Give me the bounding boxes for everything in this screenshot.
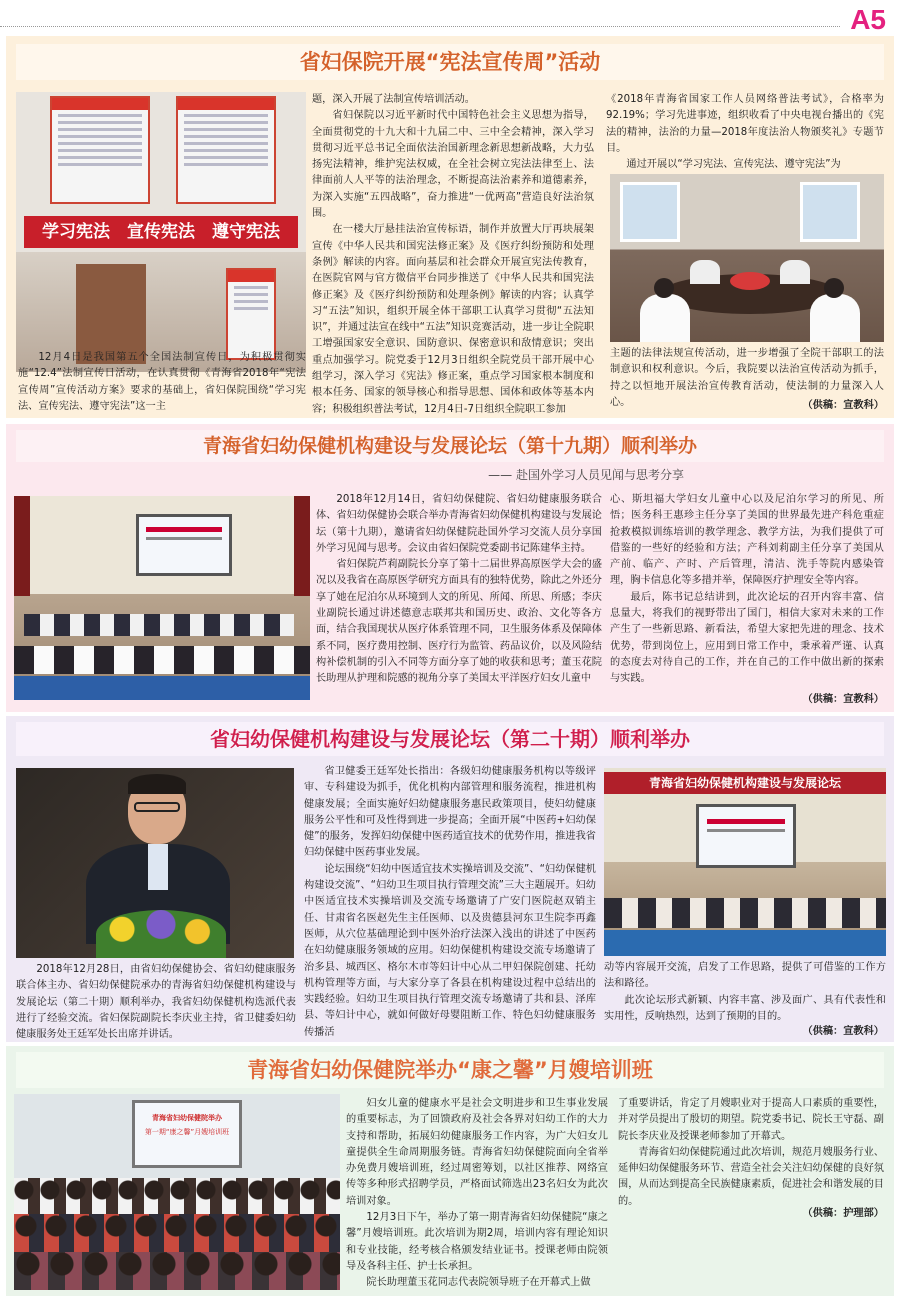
- paragraph: 动等内容展开交流，启发了工作思路，提供了可借鉴的工作方法和路径。: [604, 962, 886, 990]
- article-text-column-2: [304, 764, 596, 1040]
- group-row-back: [14, 1178, 340, 1214]
- photo-speaker: [16, 768, 294, 958]
- screen-line: 青海省妇幼保健院举办: [152, 1114, 222, 1122]
- flower-arrangement: [96, 910, 226, 958]
- speaker-shirt: [148, 844, 168, 890]
- article-maternity-training: [6, 1046, 894, 1296]
- flower-centerpiece: [730, 272, 770, 290]
- article-credit: （供稿：护理部）: [802, 1208, 884, 1219]
- article-text-column-2: [316, 492, 602, 704]
- window: [800, 182, 860, 242]
- paragraph: 论坛围绕“妇幼中医适宜技术实操培训及交流”、“妇幼保健机构建设交流”、“妇幼卫生项目执行管理交流”三大主题展开。妇幼中医适宜技术实操培训及交流专场邀请了广安门医院赵双销主任、甘肃省名医赵先生主任医师、以及贵德县河东卫生院李再鑫医师，从穴位基础理论到中医外治疗法深入浅出的讲述了中医药在妇幼健康服务领域的应用。妇幼保健机构建设交流专场邀请了治多县、城西区、格尔木市等妇计中心从二甲妇保院创建、托幼机构管理等方面，与大家分享了各县在机构建设过程中总结出的实践经验。妇幼卫生项目执行管理交流专场邀请了共和县、泽库县、等妇计中心，就如何做好母婴阻断工作、特色妇幼健康服务传播活: [304, 863, 596, 1038]
- photo-forum-20-hall: [604, 768, 886, 956]
- photo-exhibition-boards: [16, 92, 306, 372]
- article-forum-19: [6, 424, 894, 712]
- desk-row: [604, 930, 886, 956]
- article-text-column-3: [610, 492, 884, 688]
- paragraph: 2018年12月14日，省妇幼保健院、省妇幼健康服务联合体、省妇幼保健协会联合举办青海省妇幼保健机构建设与发展论坛（第十九期），邀请省妇幼保健院赴国外学习交流人员分享国外学习见闻与思考。会议由省妇保院党委副书记陈建华主持。: [316, 494, 602, 554]
- article-credit: （供稿：宣教科）: [802, 400, 884, 411]
- paragraph: 省妇保院芦莉副院长分享了第十二届世界高原医学大会的盛况以及我省在高原医学研究方面具有的独特优势，除此之外还分享了她在尼泊尔从环境到人文的所见、所闻、所思、所感；李庆业副院长通过讲述德意志联邦共和国历史、政治、文化等各方面，结合我国现状从医疗体系管理不同，卫生服务体系及保障体系不同，医疗费用控制、医疗行为监管、药品议价，以及风险结构补偿机制的引入不同等方面分享了她的收获和思考；董玉花院长助理从护理和院感的视角分享了美国太平洋医疗妇女儿童中: [316, 559, 602, 685]
- paragraph: 青海省妇幼保健院通过此次培训，规范月嫂服务行业、延伸妇幼保健服务环节、营造全社会关注妇幼保健的良好氛围，从而达到提高全民族健康素质，促进社会和谐发展的目的。: [618, 1146, 884, 1207]
- speaker-glasses: [134, 802, 180, 812]
- article-text-column-2: [312, 92, 594, 415]
- projection-screen: [696, 804, 796, 868]
- paragraph: 省卫健委王廷军处长指出：各级妇幼健康服务机构以等级评审、专科建设为抓手，优化机构内部管理和服务流程，推进机构健康发展；全面实施好妇幼健康服务惠民政策项目，使妇幼健康服务公平性和可及性得到进一步提高；全面开展“中医药+妇幼保健”的服务，发挥妇幼保健中医药适宜技术的优势作用，推进我省妇幼保健中医药事业发展。: [304, 766, 596, 859]
- article-title: 青海省妇幼保健院举办“康之馨”月嫂培训班: [16, 1052, 884, 1088]
- article-text-column-3: [606, 92, 884, 174]
- lobby-door: [76, 264, 146, 364]
- slogan-banner: 学习宪法 宣传宪法 遵守宪法: [24, 216, 298, 248]
- desk-row: [14, 676, 310, 700]
- attendee: [640, 294, 690, 342]
- paragraph: 《2018年青海省国家工作人员网络普法考试》，合格率为92.19%；学习先进事迹，组织收看了中央电视台播出的《宪法的精神，法治的力量—2018年度法治人物颁奖礼》专题节目。: [606, 94, 884, 154]
- screen-banner: 青海省妇幼保健机构建设与发展论坛: [604, 772, 886, 794]
- article-text-column-2: [346, 1096, 608, 1290]
- poster-board-left: [50, 96, 150, 204]
- article-text-column-1: 2018年12月28日，由省妇幼保健协会、省妇幼健康服务联合体主办、省妇幼保健院承办的青海省妇幼保健机构建设与发展论坛（第二十期）顺利举办，我省妇幼保健机构选派代表进行了经验交流。省妇保院副院长李庆业主持，省卫健委妇幼健康服务处王廷军处长出席并讲话。: [16, 964, 296, 1041]
- poster-stand: [226, 268, 276, 360]
- group-row-middle: [14, 1214, 340, 1252]
- attendee-head: [824, 278, 844, 298]
- article-title: 省妇幼保健机构建设与发展论坛（第二十期）顺利举办: [16, 722, 884, 756]
- article-text-column-1: 12月4日是我国第五个全国法制宣传日，为积极贯彻实施“12.4”法制宣传日活动，在认真贯彻《青海省2018年“宪法宣传周”宣传活动方案》要求的基础上，省妇保院围绕“学习宪法、宣传宪法、遵守宪法”这一主: [18, 352, 306, 412]
- article-constitution-week: [6, 36, 894, 418]
- paragraph: 在一楼大厅悬挂法治宣传标语，制作并放置大厅再块展架宣传《中华人民共和国宪法修正案》及《医疗纠纷预防和处理条例》解读的内容。面向基层和社会群众开展宣宪法传教育，在医院官网与官方微信平台同步推送了《中华人民共和国宪法修正案》及《医疗纠纷预防和处理条例》解读的内容；认真学习“五法”知识，组织开展全体干部职工认真学习贯彻“五法知识”，并通过法宣在线中“五法”知识竞赛活动，进一步让全院职工增强国家安全意识、国防意识、保密意识和敌情意识；突出重点加强学习。院党委于12月3日组织全院党员干部开展中心组学习，深入学习《宪法》修正案，重点学习国家根本制度和根本任务、国家的领导核心和指导思想、国体和政体等基本内容；积极组织普法考试，12月4日-7日组织全院职工参加: [312, 224, 594, 415]
- photo-training-group: [14, 1094, 340, 1290]
- article-title: 青海省妇幼保健机构建设与发展论坛（第十九期）顺利举办: [16, 430, 884, 462]
- screen-line: 第一期“康之馨”月嫂培训班: [144, 1128, 230, 1136]
- attendee: [810, 294, 860, 342]
- speaker-hair: [128, 774, 186, 794]
- article-text-column-3: [604, 960, 886, 1026]
- projection-screen: [136, 514, 232, 576]
- paragraph: 院长助理董玉花同志代表院领导班子在开幕式上做: [366, 1277, 591, 1289]
- paragraph: 12月3日下午，举办了第一期青海省妇幼保健院“康之馨”月嫂培训班。此次培训为期2周，培训内容有理论知识和专业技能，经考核合格颁发结业证书。授课老师由院领导及各科主任、护士长承担。: [346, 1212, 608, 1272]
- projection-screen: [132, 1100, 242, 1168]
- group-row-front: [14, 1252, 340, 1290]
- window: [620, 182, 680, 242]
- article-forum-20: [6, 716, 894, 1042]
- curtain: [14, 496, 30, 596]
- paragraph: 此次论坛形式新颖、内容丰富、涉及面广、具有代表性和实用性，反响热烈，达到了预期的目的。: [604, 994, 886, 1022]
- audience-row: [24, 614, 294, 636]
- article-credit: （供稿：宣教科）: [802, 694, 884, 705]
- article-credit: （供稿：宣教科）: [802, 1026, 884, 1037]
- paragraph: 最后，陈书记总结讲到，此次论坛的召开内容丰富、信息量大，将我们的视野带出了国门，相信大家对未来的工作产生了一些新思路、新看法，希望大家把先进的理念、技术优势，带到岗位上，应用到日常工作中，秉承着严谨、认真的态度去对待自己的工作，并在自己的工作中做出新的探索与实践。: [610, 591, 884, 685]
- article-subtitle: —— 赴国外学习人员见闻与思考分享: [488, 468, 684, 482]
- poster-board-right: [176, 96, 276, 204]
- attendee-head: [654, 278, 674, 298]
- audience-row: [14, 646, 310, 674]
- paragraph: 了重要讲话，肯定了月嫂职业对于提高人口素质的重要性，并对学员提出了殷切的期望。院党委书记、院长王守磊、副院长李庆业及授课老师参加了开幕式。: [618, 1098, 884, 1142]
- paragraph: 心、斯坦福大学妇女儿童中心以及尼泊尔学习的所见、所悟；医务科王惠珍主任分享了美国的世界最先进产科危重症抢救模拟训练培训的教学理念、教学方法，为我们提供了可借鉴的一些好的经验和方法；产科刘莉副主任分享了美国从产前、临产、产时、产后管理，清洁、洗手等院内感染管理，胸卡信息化等多措并举，保障医疗护理安全等内容。: [610, 494, 884, 587]
- photo-study-meeting: [610, 174, 884, 342]
- paragraph: 省妇保院以习近平新时代中国特色社会主义思想为指导，全面贯彻党的十九大和十九届二中、三中全会精神，深入学习贯彻习近平总书记全面依法治国新理念新思想新战略，大力弘扬宪法精神，维护宪法权威，在全社会树立宪法法律至上、法律面前人人平等的法治理念，不断提高法治素养和道德素养，为深入实施“五四战略”，奋力推进“一优两高”营造良好法治氛围。: [312, 110, 594, 220]
- attendee: [780, 260, 810, 284]
- attendee: [690, 260, 720, 284]
- paragraph: 妇女儿童的健康水平是社会文明进步和卫生事业发展的重要标志，为了回馈政府及社会各界对妇幼工作的大力支持和帮助，拓展妇幼健康服务工作内容，为广大妇女儿童提供全生命周期服务链。青海省妇幼保健院面向全省举办免费月嫂培训班，经过周密筹划，以社区推荐、网络宣传等多种形式招聘学员，严格面试筛选出23名妇女为此次培训对象。: [346, 1098, 608, 1207]
- paragraph: 通过开展以“学习宪法、宣传宪法、遵守宪法”为: [626, 159, 841, 171]
- page-number: A5: [850, 4, 886, 35]
- photo-forum-19-hall: [14, 496, 310, 700]
- article-text-column-3b: 主题的法律法规宣传活动，进一步增强了全院干部职工的法制意识和权利意识。今后，我院要以法治宣传活动为抓手，持之以恒地开展法治宣传教育活动，使法制的力量深入人心。: [610, 348, 884, 408]
- article-title: 省妇保院开展“宪法宣传周”活动: [16, 44, 884, 80]
- curtain: [294, 496, 310, 596]
- header-rule: [0, 26, 840, 27]
- paragraph: 题，深入开展了法制宣传培训活动。: [312, 94, 475, 105]
- audience-row: [604, 898, 886, 928]
- article-text-column-3: [618, 1096, 884, 1208]
